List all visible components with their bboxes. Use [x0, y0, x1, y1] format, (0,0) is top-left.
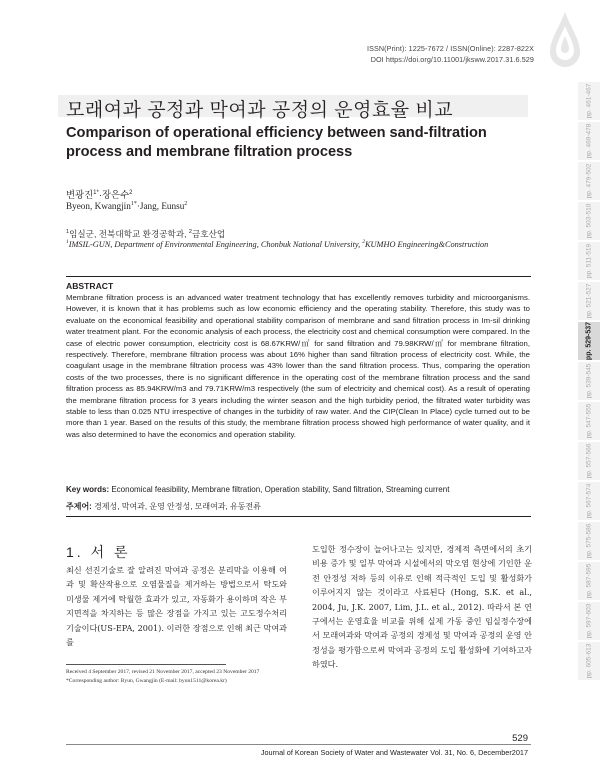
corresponding-author: *Corresponding author: Byun, Gwangjin (E-mail: byun1511@korea.kr): [66, 678, 227, 684]
water-drop-logo-icon: [548, 10, 582, 70]
keywords-english: [66, 485, 449, 494]
page-tab-label: pp. 557-566: [585, 443, 593, 479]
doi-line: DOI https://doi.org/10.11001/jksww.2017.31.6.529: [370, 55, 534, 64]
korean-title: 모래여과 공정과 막여과 공정의 운영효율 비교: [66, 100, 454, 121]
page-tab-label: pp. 547-555: [585, 403, 593, 439]
footnote-rule: [66, 664, 226, 665]
page-tab-label: pp. 597-603: [585, 603, 593, 639]
journal-citation: Journal of Korean Society of Water and Wastewater Vol. 31, No. 6, December2017: [260, 748, 528, 757]
page-tab-4[interactable]: [578, 242, 600, 282]
page-tab-label: pp. 503-510: [585, 203, 593, 239]
page-tab-label: pp. 539-545: [585, 363, 593, 399]
page-tab-10[interactable]: [578, 482, 600, 522]
page-tab-14[interactable]: [578, 642, 600, 682]
page-tab-2[interactable]: [578, 162, 600, 202]
abstract-heading: ABSTRACT: [66, 281, 114, 291]
page-tab-7[interactable]: [578, 362, 600, 402]
keywords-korean: [66, 501, 261, 512]
page-tab-0[interactable]: [578, 82, 600, 122]
keywords-kr-label: 주제어:: [66, 502, 92, 511]
page-tab-label: pp. 479-502: [585, 163, 593, 199]
page-tab-1[interactable]: [578, 122, 600, 162]
abstract-top-rule: [66, 276, 531, 277]
page-tab-5[interactable]: [578, 282, 600, 322]
affiliation-korean: $^1$임실군, 전북대학교 환경공학과, $^2$금호산업: [66, 229, 226, 239]
english-title-line1: Comparison of operational efficiency between sand-filtration: [66, 125, 487, 141]
page-tab-label: pp. 469-478: [585, 123, 593, 159]
section-heading: 1. 서 론: [66, 544, 131, 560]
keywords-text: Economical feasibility, Membrane filtration, Operation stability, Sand filtration, Streaming current: [109, 485, 450, 494]
page-number: 529: [512, 733, 528, 744]
affiliation-english: $^1$IMSIL-GUN, Department of Environmental Engineering, Chonbuk National University, $^2$KUMHO Engineering&Construction: [66, 239, 489, 249]
page-tab-12[interactable]: [578, 562, 600, 602]
page-tab-label: pp. 521-527: [585, 283, 593, 319]
abstract-text: Membrane filtration process is an advanced water treatment technology that has excellently removes turbidity and microorganisms. However, it is known that it has problems such as low economic efficiency and the operating stability. Therefore, this study was to evaluate on the economical feasibility and operational stability comparison of membrane and sand filtration process in Im-sil drinking water treatment plant. For the economic analysis of each process, the electricity cost and chemical consumption were compared. In the case of electric power consumption, electricity cost is 68.67KRW/㎥ for sand filtration and 79.98KRW/㎥ for membrane filtration, respectively. Therefore, membrane filtration process was about 16% higher than sand filtration process of electricity cost. While, the coagulant usage in the membrane filtration process was 43% lower than the sand filtration process. Thus, comparing the operation costs of the two processes, there is no significant difference in the operating cost of the membrane filtration process and the sand filtration process as 85.94KRW/m3 and 79.71KRW/m3 respectively (the sum of electricity and chemical cost). As a result of operating the membrane filtration process for 3 years including the winter season and the high turbidity period, the filtrated water turbidity was stable to less than 0.025 NTU irrespective of changes in the turbidity of raw water. And the CIP(Clean In Place) cycle turned out to be more than 1 year. Based on the results of this study, the membrane filtration process showed high performance of water quality, and it was also determined to have the economics and operation stability.: [66, 293, 530, 439]
english-title: [66, 124, 516, 162]
page-tab-label: pp. 529-537: [585, 321, 593, 361]
english-title-line2: process and membrane filtration process: [66, 144, 353, 160]
authors-korean: 변광진$^{1*}$·장은수$^2$: [66, 189, 133, 200]
article-page-tabs: [578, 82, 600, 682]
footer-rule: [66, 744, 531, 745]
page-tab-label: pp. 587-595: [585, 563, 593, 599]
page-tab-label: pp. 511-519: [585, 243, 593, 279]
authors-english: Byeon, Kwangjin$^{1*}$·Jang, Eunsu$^2$: [66, 201, 188, 212]
section-text-col2: 도입한 정수장이 늘어나고는 있지만, 경제적 측면에서의 초기비용 증가 및 일부 막여과 시설에서의 막오염 현상에 기인한 운전 안정성 저하 등의 이유로 인해 적극적인 도입 및 활성화가 이루어지지 않는 것이라고 사료된다 (Hong, S.K. et al., 2004, Ju, J.K. 2007, Lim, J.L. et al., 2012). 따라서 본 연구에서는 운영효율 비교를 위해 실제 가동 중인 임실정수장에서 모래여과와 막여과 공정의 경제성 및 막여과 공정의 운영 안정성을 평가함으로써 막여과 공정의 도입 활성화에 기여하고자 하였다.: [312, 544, 532, 670]
received-dates: Received 4 September 2017, revised 21 November 2017, accepted 23 November 2017: [66, 669, 260, 675]
page-tab-13[interactable]: [578, 602, 600, 642]
footnote: [66, 668, 259, 686]
page-tab-3[interactable]: [578, 202, 600, 242]
keywords-kr-text: 경제성, 막여과, 운영 안정성, 모래여과, 유동전류: [91, 502, 261, 511]
page-tab-11[interactable]: [578, 522, 600, 562]
issn-line: ISSN(Print): 1225-7672 / ISSN(Online): 2287-822X: [367, 44, 534, 53]
page-tab-9[interactable]: [578, 442, 600, 482]
page-tab-8[interactable]: [578, 402, 600, 442]
abstract-bottom-rule: [66, 516, 531, 517]
page-tab-label: pp. 461-467: [585, 83, 593, 119]
page-tab-label: pp. 575-586: [585, 523, 593, 559]
page-tab-6[interactable]: [578, 322, 600, 362]
page-tab-label: pp. 605-613: [585, 643, 593, 679]
page-tab-label: pp. 567-574: [585, 483, 593, 519]
section-text-col1: 최신 선진기술로 잘 알려진 막여과 공정은 분리막을 이용해 여과 및 확산작용으로 오염물질을 제거하는 방법으로서 탁도와 미생물 제거에 탁월한 효과가 있고, 자동화가 용이하며 작은 부지면적을 차지하는 등 많은 장점을 가지고 있는 고도정수처리 기술이다(US-EPA, 2001). 이러한 장점으로 인해 최근 막여과를: [66, 565, 287, 648]
keywords-label: Key words:: [66, 485, 110, 494]
